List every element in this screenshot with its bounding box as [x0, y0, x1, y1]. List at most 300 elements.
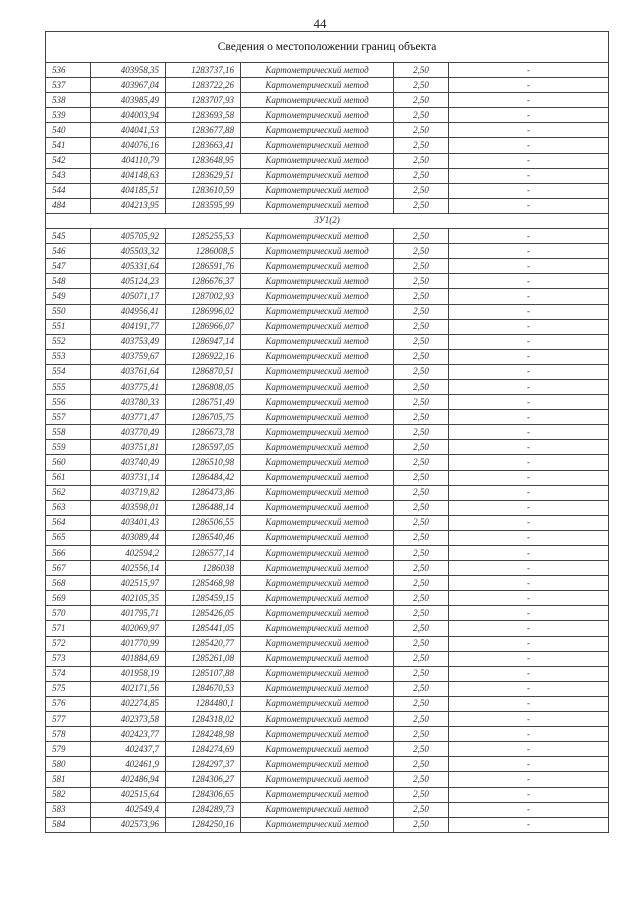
description: -: [449, 78, 609, 93]
accuracy: 2,50: [394, 395, 449, 410]
method: Картометрический метод: [241, 93, 394, 108]
coord-x: 402515,64: [91, 787, 166, 802]
method: Картометрический метод: [241, 334, 394, 349]
accuracy: 2,50: [394, 379, 449, 394]
point-number: 538: [46, 93, 91, 108]
point-number: 570: [46, 606, 91, 621]
table-row: [46, 696, 609, 711]
method: Картометрический метод: [241, 712, 394, 727]
point-number: 578: [46, 727, 91, 742]
accuracy: 2,50: [394, 712, 449, 727]
description: -: [449, 681, 609, 696]
point-number: 575: [46, 681, 91, 696]
point-number: 576: [46, 696, 91, 711]
method: Картометрический метод: [241, 636, 394, 651]
point-number: 545: [46, 229, 91, 244]
description: -: [449, 606, 609, 621]
description: -: [449, 455, 609, 470]
coord-y: 1286591,76: [166, 259, 241, 274]
description: -: [449, 440, 609, 455]
description: -: [449, 546, 609, 561]
accuracy: 2,50: [394, 606, 449, 621]
boundary-coordinates-table: [45, 31, 609, 833]
coord-y: 1284297,37: [166, 757, 241, 772]
coord-x: 401884,69: [91, 651, 166, 666]
accuracy: 2,50: [394, 108, 449, 123]
coord-y: 1286008,5: [166, 244, 241, 259]
table-row: [46, 168, 609, 183]
coord-x: 404041,53: [91, 123, 166, 138]
table-row: [46, 591, 609, 606]
table-row: [46, 349, 609, 364]
table-row: [46, 93, 609, 108]
point-number: 546: [46, 244, 91, 259]
method: Картометрический метод: [241, 274, 394, 289]
coord-x: 403401,43: [91, 515, 166, 530]
coord-x: 402556,14: [91, 561, 166, 576]
method: Картометрический метод: [241, 546, 394, 561]
method: Картометрический метод: [241, 817, 394, 832]
coord-y: 1285261,08: [166, 651, 241, 666]
description: -: [449, 395, 609, 410]
table-row: [46, 123, 609, 138]
accuracy: 2,50: [394, 304, 449, 319]
point-number: 555: [46, 379, 91, 394]
accuracy: 2,50: [394, 168, 449, 183]
coord-y: 1286966,07: [166, 319, 241, 334]
coord-x: 403598,01: [91, 500, 166, 515]
accuracy: 2,50: [394, 561, 449, 576]
accuracy: 2,50: [394, 93, 449, 108]
point-number: 561: [46, 470, 91, 485]
table-row: [46, 712, 609, 727]
point-number: 558: [46, 425, 91, 440]
table-row: [46, 153, 609, 168]
accuracy: 2,50: [394, 455, 449, 470]
coord-x: 402171,56: [91, 681, 166, 696]
method: Картометрический метод: [241, 576, 394, 591]
coord-x: 403771,47: [91, 410, 166, 425]
coord-y: 1283648,95: [166, 153, 241, 168]
method: Картометрический метод: [241, 772, 394, 787]
coord-x: 405331,64: [91, 259, 166, 274]
coord-x: 403985,49: [91, 93, 166, 108]
coord-y: 1286808,05: [166, 379, 241, 394]
description: -: [449, 229, 609, 244]
method: Картометрический метод: [241, 440, 394, 455]
coord-y: 1286673,78: [166, 425, 241, 440]
method: Картометрический метод: [241, 757, 394, 772]
table-row: [46, 772, 609, 787]
accuracy: 2,50: [394, 410, 449, 425]
coord-y: 1286705,75: [166, 410, 241, 425]
point-number: 571: [46, 621, 91, 636]
description: -: [449, 274, 609, 289]
method: Картометрический метод: [241, 138, 394, 153]
method: Картометрический метод: [241, 515, 394, 530]
accuracy: 2,50: [394, 440, 449, 455]
section-header-row: [46, 213, 609, 228]
coord-y: 1283677,88: [166, 123, 241, 138]
description: -: [449, 636, 609, 651]
method: Картометрический метод: [241, 364, 394, 379]
description: -: [449, 198, 609, 213]
accuracy: 2,50: [394, 334, 449, 349]
coord-y: 1286597,05: [166, 440, 241, 455]
method: Картометрический метод: [241, 470, 394, 485]
description: -: [449, 244, 609, 259]
point-number: 552: [46, 334, 91, 349]
coord-x: 402274,85: [91, 696, 166, 711]
accuracy: 2,50: [394, 319, 449, 334]
description: -: [449, 696, 609, 711]
description: -: [449, 304, 609, 319]
method: Картометрический метод: [241, 229, 394, 244]
coord-y: 1286540,46: [166, 530, 241, 545]
table-row: [46, 183, 609, 198]
method: Картометрический метод: [241, 289, 394, 304]
coord-x: 404148,63: [91, 168, 166, 183]
description: -: [449, 802, 609, 817]
coord-y: 1285441,05: [166, 621, 241, 636]
table-row: [46, 681, 609, 696]
method: Картометрический метод: [241, 168, 394, 183]
accuracy: 2,50: [394, 274, 449, 289]
accuracy: 2,50: [394, 817, 449, 832]
method: Картометрический метод: [241, 500, 394, 515]
coord-x: 403731,14: [91, 470, 166, 485]
description: -: [449, 787, 609, 802]
coord-y: 1283629,51: [166, 168, 241, 183]
method: Картометрический метод: [241, 425, 394, 440]
table-row: [46, 319, 609, 334]
description: -: [449, 63, 609, 78]
accuracy: 2,50: [394, 681, 449, 696]
accuracy: 2,50: [394, 591, 449, 606]
description: -: [449, 591, 609, 606]
table-row: [46, 334, 609, 349]
table-row: [46, 742, 609, 757]
point-number: 541: [46, 138, 91, 153]
method: Картометрический метод: [241, 349, 394, 364]
point-number: 567: [46, 561, 91, 576]
description: -: [449, 485, 609, 500]
method: Картометрический метод: [241, 802, 394, 817]
coord-y: 1286751,49: [166, 395, 241, 410]
coord-x: 402437,7: [91, 742, 166, 757]
accuracy: 2,50: [394, 787, 449, 802]
method: Картометрический метод: [241, 787, 394, 802]
coord-x: 403719,82: [91, 485, 166, 500]
coord-x: 403740,49: [91, 455, 166, 470]
accuracy: 2,50: [394, 530, 449, 545]
accuracy: 2,50: [394, 63, 449, 78]
accuracy: 2,50: [394, 802, 449, 817]
accuracy: 2,50: [394, 651, 449, 666]
description: -: [449, 772, 609, 787]
coord-x: 404076,16: [91, 138, 166, 153]
method: Картометрический метод: [241, 244, 394, 259]
description: -: [449, 817, 609, 832]
description: -: [449, 727, 609, 742]
point-number: 537: [46, 78, 91, 93]
accuracy: 2,50: [394, 696, 449, 711]
coord-x: 402423,77: [91, 727, 166, 742]
coord-y: 1283707,93: [166, 93, 241, 108]
description: -: [449, 576, 609, 591]
table-row: [46, 244, 609, 259]
description: -: [449, 651, 609, 666]
table-row: [46, 410, 609, 425]
coord-x: 402461,9: [91, 757, 166, 772]
table-row: [46, 530, 609, 545]
method: Картометрический метод: [241, 259, 394, 274]
point-number: 554: [46, 364, 91, 379]
table-row: [46, 395, 609, 410]
coord-x: 405705,92: [91, 229, 166, 244]
table-row: [46, 621, 609, 636]
accuracy: 2,50: [394, 576, 449, 591]
accuracy: 2,50: [394, 123, 449, 138]
table-row: [46, 138, 609, 153]
coord-x: 405503,32: [91, 244, 166, 259]
point-number: 563: [46, 500, 91, 515]
accuracy: 2,50: [394, 546, 449, 561]
description: -: [449, 666, 609, 681]
description: -: [449, 108, 609, 123]
description: -: [449, 530, 609, 545]
point-number: 557: [46, 410, 91, 425]
point-number: 547: [46, 259, 91, 274]
method: Картометрический метод: [241, 455, 394, 470]
table-row: [46, 364, 609, 379]
accuracy: 2,50: [394, 727, 449, 742]
description: -: [449, 500, 609, 515]
point-number: 569: [46, 591, 91, 606]
accuracy: 2,50: [394, 772, 449, 787]
method: Картометрический метод: [241, 591, 394, 606]
point-number: 579: [46, 742, 91, 757]
point-number: 583: [46, 802, 91, 817]
coord-y: 1284250,16: [166, 817, 241, 832]
coord-x: 404003,94: [91, 108, 166, 123]
method: Картометрический метод: [241, 395, 394, 410]
description: -: [449, 379, 609, 394]
table-row: [46, 817, 609, 832]
coord-y: 1286484,42: [166, 470, 241, 485]
description: -: [449, 259, 609, 274]
table-row: [46, 425, 609, 440]
coord-x: 403967,04: [91, 78, 166, 93]
coord-y: 1284248,98: [166, 727, 241, 742]
table-row: [46, 470, 609, 485]
coord-x: 402069,97: [91, 621, 166, 636]
accuracy: 2,50: [394, 425, 449, 440]
description: -: [449, 289, 609, 304]
method: Картометрический метод: [241, 651, 394, 666]
point-number: 544: [46, 183, 91, 198]
description: -: [449, 742, 609, 757]
accuracy: 2,50: [394, 289, 449, 304]
coord-x: 402573,96: [91, 817, 166, 832]
point-number: 484: [46, 198, 91, 213]
coord-x: 404110,79: [91, 153, 166, 168]
point-number: 550: [46, 304, 91, 319]
point-number: 549: [46, 289, 91, 304]
coord-y: 1284480,1: [166, 696, 241, 711]
accuracy: 2,50: [394, 470, 449, 485]
method: Картометрический метод: [241, 410, 394, 425]
description: -: [449, 168, 609, 183]
table-row: [46, 636, 609, 651]
coord-x: 401795,71: [91, 606, 166, 621]
table-row: [46, 274, 609, 289]
accuracy: 2,50: [394, 757, 449, 772]
accuracy: 2,50: [394, 515, 449, 530]
coord-x: 402486,94: [91, 772, 166, 787]
description: -: [449, 621, 609, 636]
point-number: 577: [46, 712, 91, 727]
coord-x: 402594,2: [91, 546, 166, 561]
description: -: [449, 334, 609, 349]
table-row: [46, 787, 609, 802]
coord-y: 1286510,98: [166, 455, 241, 470]
point-number: 548: [46, 274, 91, 289]
method: Картометрический метод: [241, 63, 394, 78]
point-number: 560: [46, 455, 91, 470]
description: -: [449, 515, 609, 530]
point-number: 573: [46, 651, 91, 666]
table-row: [46, 546, 609, 561]
accuracy: 2,50: [394, 742, 449, 757]
coord-x: 403751,81: [91, 440, 166, 455]
accuracy: 2,50: [394, 198, 449, 213]
description: -: [449, 183, 609, 198]
accuracy: 2,50: [394, 259, 449, 274]
accuracy: 2,50: [394, 621, 449, 636]
accuracy: 2,50: [394, 244, 449, 259]
point-number: 565: [46, 530, 91, 545]
table-row: [46, 379, 609, 394]
method: Картометрический метод: [241, 727, 394, 742]
table-row: [46, 606, 609, 621]
coord-y: 1286922,16: [166, 349, 241, 364]
method: Картометрический метод: [241, 742, 394, 757]
accuracy: 2,50: [394, 78, 449, 93]
accuracy: 2,50: [394, 500, 449, 515]
point-number: 536: [46, 63, 91, 78]
accuracy: 2,50: [394, 636, 449, 651]
method: Картометрический метод: [241, 621, 394, 636]
table-row: [46, 576, 609, 591]
coord-x: 401770,99: [91, 636, 166, 651]
point-number: 582: [46, 787, 91, 802]
point-number: 562: [46, 485, 91, 500]
table-row: [46, 63, 609, 78]
coord-y: 1285420,77: [166, 636, 241, 651]
method: Картометрический метод: [241, 681, 394, 696]
description: -: [449, 93, 609, 108]
description: -: [449, 153, 609, 168]
description: -: [449, 349, 609, 364]
table-row: [46, 440, 609, 455]
coord-x: 404185,51: [91, 183, 166, 198]
point-number: 551: [46, 319, 91, 334]
coord-y: 1284306,65: [166, 787, 241, 802]
description: -: [449, 425, 609, 440]
description: -: [449, 123, 609, 138]
coord-x: 402515,97: [91, 576, 166, 591]
table-row: [46, 561, 609, 576]
section-label: ЗУ1(2): [46, 213, 609, 228]
point-number: 553: [46, 349, 91, 364]
point-number: 580: [46, 757, 91, 772]
coord-x: 404191,77: [91, 319, 166, 334]
table-title: Сведения о местоположении границ объекта: [46, 32, 609, 63]
point-number: 584: [46, 817, 91, 832]
point-number: 572: [46, 636, 91, 651]
point-number: 543: [46, 168, 91, 183]
method: Картометрический метод: [241, 304, 394, 319]
description: -: [449, 470, 609, 485]
coord-x: 402373,58: [91, 712, 166, 727]
table-title-row: [46, 32, 609, 63]
coord-y: 1285107,88: [166, 666, 241, 681]
coord-y: 1286577,14: [166, 546, 241, 561]
coord-x: 403775,41: [91, 379, 166, 394]
description: -: [449, 138, 609, 153]
description: -: [449, 319, 609, 334]
coord-y: 1283595,99: [166, 198, 241, 213]
method: Картометрический метод: [241, 319, 394, 334]
point-number: 539: [46, 108, 91, 123]
coord-x: 404956,41: [91, 304, 166, 319]
description: -: [449, 364, 609, 379]
point-number: 564: [46, 515, 91, 530]
coord-y: 1286473,86: [166, 485, 241, 500]
table-row: [46, 757, 609, 772]
table-row: [46, 485, 609, 500]
method: Картометрический метод: [241, 606, 394, 621]
method: Картометрический метод: [241, 153, 394, 168]
table-row: [46, 651, 609, 666]
point-number: 568: [46, 576, 91, 591]
point-number: 581: [46, 772, 91, 787]
coord-x: 401958,19: [91, 666, 166, 681]
coord-y: 1284306,27: [166, 772, 241, 787]
coord-y: 1283693,58: [166, 108, 241, 123]
coord-y: 1283737,16: [166, 63, 241, 78]
coord-y: 1286506,55: [166, 515, 241, 530]
coord-y: 1286996,02: [166, 304, 241, 319]
coord-y: 1284289,73: [166, 802, 241, 817]
coord-y: 1287002,93: [166, 289, 241, 304]
point-number: 540: [46, 123, 91, 138]
accuracy: 2,50: [394, 138, 449, 153]
accuracy: 2,50: [394, 183, 449, 198]
method: Картометрический метод: [241, 198, 394, 213]
coord-y: 1286488,14: [166, 500, 241, 515]
coord-x: 405124,23: [91, 274, 166, 289]
coord-y: 1284670,53: [166, 681, 241, 696]
table-row: [46, 304, 609, 319]
coord-y: 1284274,69: [166, 742, 241, 757]
description: -: [449, 757, 609, 772]
table-row: [46, 802, 609, 817]
method: Картометрический метод: [241, 485, 394, 500]
coord-y: 1283663,41: [166, 138, 241, 153]
method: Картометрический метод: [241, 696, 394, 711]
